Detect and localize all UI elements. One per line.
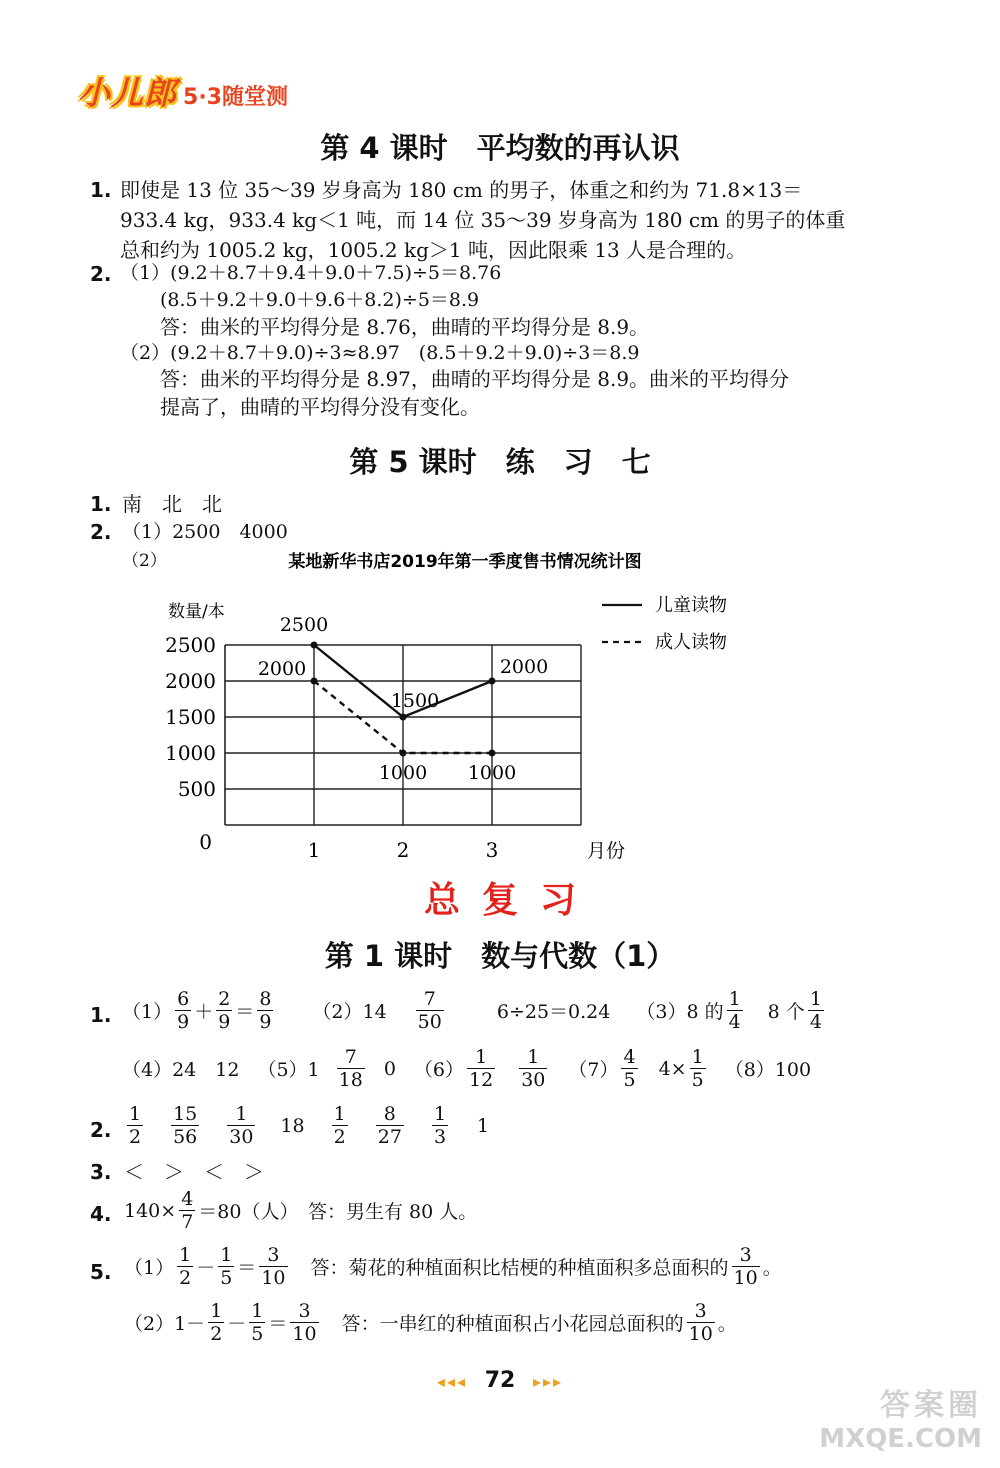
fraction: $\frac{3}{10}$ (261, 1244, 286, 1289)
fraction: $\frac{3}{10}$ (733, 1244, 758, 1289)
brand-logo (78, 68, 288, 114)
review-q5-row2 (124, 1300, 737, 1345)
fraction: $\frac{1}{5}$ (220, 1244, 233, 1289)
text: （1） (122, 1001, 173, 1023)
review-lesson-title: 第 1 课时 数与代数（1） (324, 939, 676, 973)
fraction: $\frac{7}{50}$ (417, 988, 442, 1033)
review-q5-number: 5. (90, 1260, 112, 1284)
data-label: 1500 (390, 690, 440, 712)
review-q1-row2 (122, 1046, 811, 1091)
text: 1 (477, 1114, 490, 1137)
sec5-q2-part2-label: （2） (122, 551, 167, 571)
fraction: $\frac{7}{18}$ (338, 1046, 363, 1091)
fraction: $\frac{1}{5}$ (251, 1300, 264, 1345)
text: （8）100 (724, 1059, 812, 1081)
review-q2-row (124, 1103, 489, 1148)
y-tick-label: 2000 (165, 669, 216, 693)
sec4-q1-line: 总和约为 1005.2 kg，1005.2 kg＞1 吨，因此限乘 13 人是合理的。 (120, 238, 747, 262)
text: 4× (658, 1057, 687, 1080)
fraction: $\frac{3}{10}$ (292, 1300, 317, 1345)
text: 8 个 (767, 1001, 805, 1023)
fraction: $\frac{1}{12}$ (469, 1046, 494, 1091)
y-tick-label: 2500 (165, 633, 216, 657)
fraction: $\frac{1}{30}$ (229, 1103, 254, 1148)
text: （7） (568, 1059, 619, 1081)
watermark (819, 1380, 982, 1454)
text: （5）1 (257, 1059, 320, 1081)
review-q2-number: 2. (90, 1118, 112, 1142)
review-q4-row (124, 1188, 477, 1233)
next-arrows-icon: ▸▸▸ (532, 1372, 564, 1391)
text: 6÷25＝0.24 (496, 1001, 611, 1023)
y-tick-label: 1500 (165, 705, 216, 729)
text: （2）1－ (124, 1313, 206, 1335)
data-point (489, 678, 496, 685)
fraction: $\frac{1}{2}$ (210, 1300, 223, 1345)
text: 。 (762, 1257, 782, 1279)
data-point (311, 678, 318, 685)
review-heading: 总复习 (423, 880, 598, 921)
data-label: 2000 (257, 658, 307, 680)
review-q3-answer: ＜ ＞ ＜ ＞ (124, 1160, 264, 1184)
data-point (400, 750, 407, 757)
sec4-q1-number: 1. (90, 178, 112, 202)
sec4-q2-line: 答：曲米的平均得分是 8.76，曲晴的平均得分是 8.9。 (160, 315, 650, 339)
operator: － (227, 1313, 247, 1335)
operator: ＝ (235, 1001, 255, 1023)
operator: ＝ (268, 1313, 288, 1335)
page-number: 72 (484, 1368, 516, 1393)
review-q1-row1 (122, 988, 827, 1033)
operator: ＋ (194, 1001, 214, 1023)
text: （4）24 12 (122, 1059, 240, 1081)
fraction: $\frac{1}{3}$ (433, 1103, 447, 1148)
fraction: $\frac{8}{9}$ (259, 988, 272, 1033)
sec4-q2-line: 提高了，曲晴的平均得分没有变化。 (160, 395, 480, 419)
section5-title: 第 5 课时 练 习 七 (349, 445, 651, 479)
fraction: $\frac{1}{4}$ (809, 988, 822, 1033)
y-tick-label: 1000 (165, 741, 216, 765)
y-axis-label: 数量/本 (168, 602, 225, 622)
x-tick-label: 2 (396, 838, 410, 862)
text: 140× (124, 1199, 177, 1222)
fraction: $\frac{1}{2}$ (179, 1244, 192, 1289)
fraction: $\frac{4}{7}$ (181, 1188, 194, 1233)
sec4-q2-line: 答：曲米的平均得分是 8.97，曲晴的平均得分是 8.9。曲米的平均得分 (160, 367, 790, 391)
fraction: $\frac{2}{9}$ (218, 988, 231, 1033)
fraction: $\frac{4}{5}$ (623, 1046, 636, 1091)
text: 答：菊花的种植面积比桔梗的种植面积多总面积的 (310, 1257, 729, 1279)
text: （2）14 (312, 1001, 387, 1023)
text: ＝80（人） 答：男生有 80 人。 (198, 1201, 478, 1223)
fraction: $\frac{1}{4}$ (728, 988, 741, 1033)
review-q3-number: 3. (90, 1160, 112, 1184)
watermark-logo: 答案圈 (880, 1388, 982, 1423)
text: （6） (413, 1059, 465, 1081)
data-label: 2500 (279, 614, 329, 636)
fraction: $\frac{15}{56}$ (173, 1103, 198, 1148)
review-q1-number: 1. (90, 1003, 112, 1027)
watermark-url: MXQE.COM (819, 1424, 982, 1454)
sec4-q1-line: 即使是 13 位 35～39 岁身高为 180 cm 的男子，体重之和约为 71.8×13＝ (120, 178, 803, 202)
fraction: $\frac{1}{5}$ (691, 1046, 704, 1091)
prev-arrows-icon: ◂◂◂ (436, 1372, 468, 1391)
data-point (311, 642, 318, 649)
fraction: $\frac{8}{27}$ (377, 1103, 402, 1148)
sec4-q2-line: (8.5＋9.2＋9.0＋9.6＋8.2)÷5＝8.9 (160, 289, 480, 311)
legend-label: 成人读物 (655, 632, 727, 653)
brand-subtitle: 5·3随堂测 (183, 85, 288, 110)
review-q4-number: 4. (90, 1202, 112, 1226)
sec5-q1-answer: 南 北 北 (122, 492, 222, 516)
sec5-q1-number: 1. (90, 492, 112, 516)
sec4-q2-line: （1）(9.2＋8.7＋9.4＋9.0＋7.5)÷5＝8.76 (120, 262, 502, 284)
text: 。 (717, 1313, 737, 1335)
x-tick-label: 3 (485, 838, 499, 862)
y-tick-label: 0 (199, 830, 212, 854)
x-tick-label: 1 (307, 838, 321, 862)
legend-label: 儿童读物 (655, 595, 727, 616)
data-point (489, 750, 496, 757)
fraction: $\frac{6}{9}$ (177, 988, 190, 1033)
chart-title: 某地新华书店2019年第一季度售书情况统计图 (288, 552, 642, 572)
fraction: $\frac{1}{2}$ (129, 1103, 142, 1148)
section4-title: 第 4 课时 平均数的再认识 (320, 131, 680, 165)
operator: ＝ (237, 1257, 257, 1279)
text: 0 (383, 1057, 396, 1080)
sec5-q2-number: 2. (90, 520, 112, 544)
text: 答：一串红的种植面积占小花园总面积的 (341, 1313, 684, 1335)
fraction: $\frac{1}{2}$ (333, 1103, 346, 1148)
text: （3）8 的 (636, 1001, 724, 1023)
data-label: 1000 (378, 762, 428, 784)
brand-name: 小儿郎 (78, 74, 178, 112)
sec4-q2-line: （2）(9.2＋8.7＋9.0)÷3≈8.97 (8.5＋9.2＋9.0)÷3＝8.9 (120, 342, 640, 364)
data-label: 1000 (467, 762, 517, 784)
text: （1） (124, 1257, 175, 1279)
y-tick-label: 500 (177, 777, 216, 801)
operator: － (196, 1257, 216, 1279)
data-label: 2000 (499, 656, 549, 678)
fraction: $\frac{1}{30}$ (521, 1046, 546, 1091)
sec4-q2-number: 2. (90, 262, 112, 286)
review-q5-row1 (124, 1244, 782, 1289)
fraction: $\frac{3}{10}$ (688, 1300, 713, 1345)
data-point (400, 714, 407, 721)
line-chart (150, 545, 780, 865)
sec4-q1-line: 933.4 kg，933.4 kg＜1 吨，而 14 位 35～39 岁身高为 180 cm 的男子的体重 (120, 208, 846, 232)
text: 18 (280, 1114, 305, 1137)
sec5-q2-part1: （1）2500 4000 (122, 521, 288, 543)
x-axis-label: 月份 (587, 840, 626, 862)
